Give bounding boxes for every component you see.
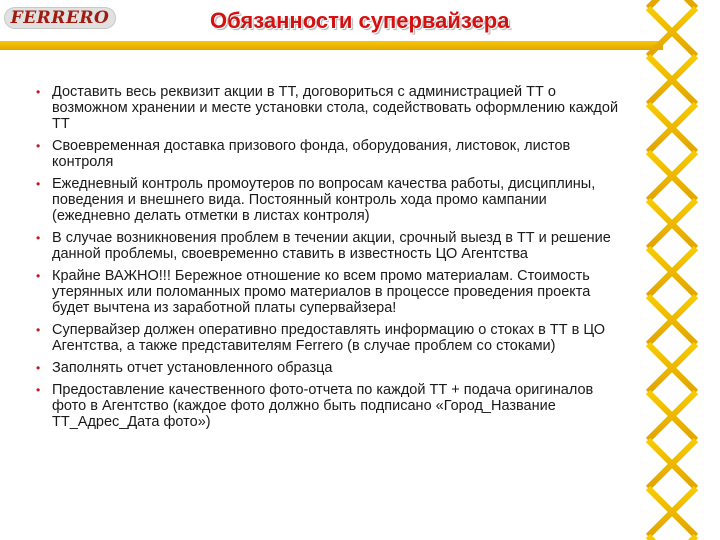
bullet-icon: • (36, 231, 41, 245)
bullet-icon: • (36, 383, 41, 397)
bullet-line: Предоставление качественного фото-отчета по каждой ТТ + подача оригиналов (52, 382, 594, 398)
logo-text: FERRERO (10, 8, 110, 28)
bullet-line: фото в Агентство (каждое фото должно быть подписано «Город_Название (52, 398, 556, 414)
bullet-item (36, 322, 676, 354)
bullet-line: утерянных или поломанных промо материалов в процессе проведения проекта (52, 284, 591, 300)
bullet-item (36, 176, 676, 224)
bullet-line: ТТ (52, 116, 70, 132)
bullet-item (36, 84, 676, 132)
bullet-icon: • (36, 269, 41, 283)
bullet-line: (ежедневно делать отметки в листах контроля) (52, 208, 370, 224)
content-area (36, 84, 676, 436)
bullet-icon: • (36, 139, 41, 153)
header-stripe (0, 41, 663, 50)
bullet-icon: • (36, 177, 41, 191)
ferrero-logo (4, 7, 116, 29)
bullet-line: Ежедневный контроль промоутеров по вопросам качества работы, дисциплины, (52, 176, 596, 192)
bullet-line: будет вычтена из заработной платы супервайзера! (52, 300, 397, 316)
bullet-list (36, 84, 676, 430)
bullet-line: данной проблемы, своевременно ставить в известность ЦО Агентства (52, 246, 528, 262)
bullet-icon: • (36, 85, 41, 99)
bullet-line: Заполнять отчет установленного образца (52, 360, 333, 376)
bullet-line: поведения и внешнего вида. Постоянный контроль хода промо кампании (52, 192, 547, 208)
bullet-line: Супервайзер должен оперативно предоставлять информацию о стоках в ТТ в ЦО (52, 322, 606, 338)
bullet-item (36, 230, 676, 262)
bullet-icon: • (36, 361, 41, 375)
bullet-line: контроля (52, 154, 114, 170)
bullet-line: Доставить весь реквизит акции в ТТ, договориться с администрацией ТТ о (52, 84, 556, 100)
bullet-item (36, 360, 676, 376)
bullet-item (36, 268, 676, 316)
page-title: Обязанности супервайзера (210, 8, 510, 33)
bullet-item (36, 138, 676, 170)
bullet-line: Агентства, а также представителям Ferrero (в случае проблем со стоками) (52, 338, 556, 354)
bullet-line: Своевременная доставка призового фонда, оборудования, листовок, листов (52, 138, 571, 154)
bullet-line: возможном хранении и месте установки стола, содействовать оформлению каждой (52, 100, 619, 116)
bullet-line: В случае возникновения проблем в течении акции, срочный выезд в ТТ и решение (52, 230, 611, 246)
bullet-line: ТТ_Адрес_Дата фото») (52, 414, 211, 430)
bullet-line: Крайне ВАЖНО!!! Бережное отношение ко всем промо материалам. Стоимость (52, 268, 590, 284)
bullet-item (36, 382, 676, 430)
bullet-icon: • (36, 323, 41, 337)
